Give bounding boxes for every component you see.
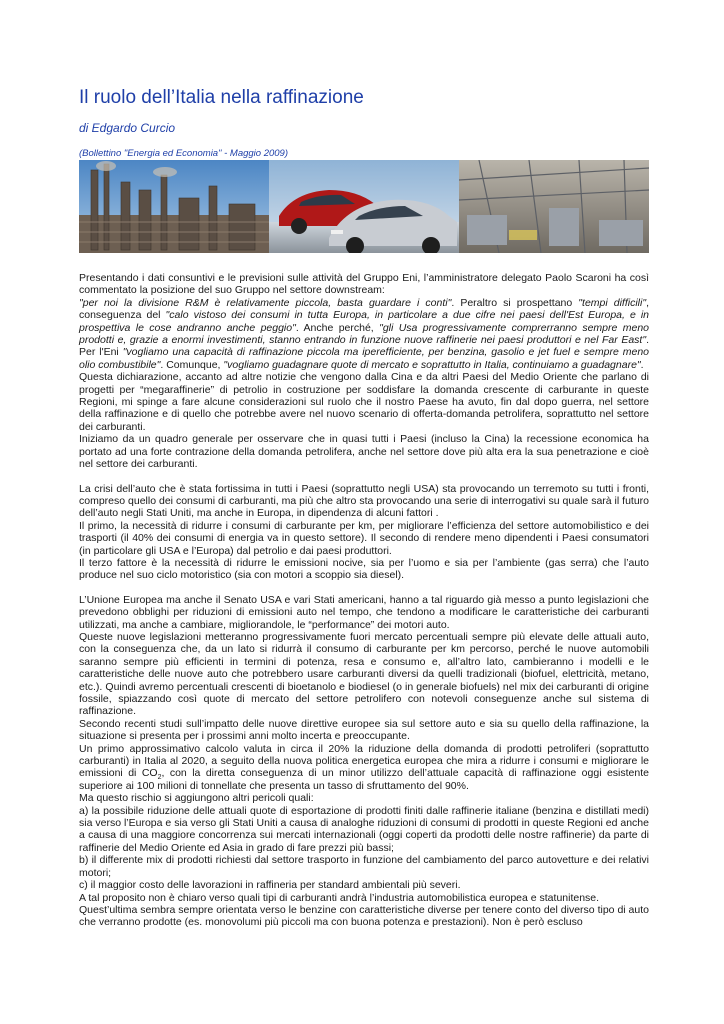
quote-segment: "gli Usa progressivamente comprerranno sempre meno prodotti e, grazie a enormi investimenti, stanno entrando in funzione nuove raffinerie nei paesi produttori e nel Far East": [79, 321, 649, 347]
intro-paragraph: [79, 272, 649, 371]
paragraph: Quest’ultima sembra sempre orientata verso le benzine con caratteristiche diverse per tenere conto del diverso tipo di auto che verranno prodotte (es. monovolumi più piccoli ma con buona potenza e prestazioni). Non è però escluso: [79, 903, 649, 929]
text-segment: . Anche perché,: [295, 321, 380, 334]
quote-segment: "vogliamo guadagnare quote di mercato e soprattutto in Italia, continuiamo a guadagnare": [223, 358, 641, 371]
paragraph: Il terzo fattore è la necessità di ridurre le emissioni nocive, sia per l’uomo e sia per l’ambiente (gas serra) che l’auto produce nel suo ciclo motoristico (sia con motori a scoppio sia diesel).: [79, 556, 649, 582]
article-title: Il ruolo dell’Italia nella raffinazione: [79, 87, 364, 108]
paragraph: Ma questo rischio si aggiungono altri pericoli quali:: [79, 792, 314, 805]
paragraph: Secondo recenti studi sull’impatto delle nuove direttive europee sia sul settore auto e sia su quello della raffinazione, la situazione si presenta per i prossimi anni molto incerta e preoccupante.: [79, 717, 649, 743]
paragraph: Il primo, la necessità di ridurre i consumi di carburante per km, per migliorare l’efficienza del settore automobilistico e dei trasporti (il 40% dei consumi di energia va in questo settore). Il secondo di rendere meno dipendenti i Paesi consumatori (in particolare gli USA e l’Europa) dal petrolio e dai paesi produttori.: [79, 519, 649, 557]
paragraph-co2: [79, 743, 649, 793]
subscript: 2: [157, 774, 162, 782]
article-body: [79, 272, 649, 929]
paragraph: Questa dichiarazione, accanto ad altre notizie che vengono dalla Cina e da altri Paesi del Medio Oriente che parlano di progetti per “megaraffinerie” di petrolio in costruzione per soddisfare la domanda crescente di carburante in queste Regioni, mi spinge a fare alcune considerazioni sul ruolo che il nostro Paese ha avuto, fin dal dopo guerra, nel settore della raffinazione e di quello che potrebbe avere nel nuovo scenario di offerta-domanda petrolifera, soprattutto nel settore dei carburanti.: [79, 371, 649, 433]
article-author: di Edgardo Curcio: [79, 121, 176, 135]
list-item-c: c) il maggior costo delle lavorazioni in raffineria per standard ambientali più severi.: [79, 879, 461, 892]
quote-segment: "calo vistoso dei consumi in tutta Europa, in particolare a due cifre nei paesi dell'Est Europa, e in prospettiva le cose andranno anche peggio": [79, 309, 649, 334]
paragraph: La crisi dell’auto che è stata fortissima in tutti i Paesi (soprattutto negli USA) sta provocando un terremoto su tutti i fronti, compreso quello dei consumi di carburanti, ma più che altro sta provocando una serie di interrogativi su quale sarà il futuro dell’auto negli Stati Uniti, ma anche in Europa, in dipendenza di alcuni fattori .: [79, 482, 649, 520]
list-item-a: a) la possibile riduzione delle attuali quote di esportazione di prodotti finiti dalle raffinerie italiane (benzina e distillati medi) sia verso l’Europa e sia verso gli Stati Uniti a causa di analoghe riduzioni di consumi di prodotti in queste Regioni ed anche a causa di una maggiore concorrenza sui mercati internazionali (oggi coperti da prodotti delle nostre raffinerie) da parte di raffinerie del Medio Oriente ed Asia in grado di fare prezzi più bassi;: [79, 804, 649, 854]
text-segment: . Per l'Eni: [79, 334, 649, 359]
text-segment: .: [640, 358, 644, 371]
quote-segment: "vogliamo una capacità di raffinazione piccola ma iperefficiente, per benzina, gasolio e jet fuel e sempre meno olio combustibile": [79, 346, 649, 371]
text-span: Un primo approssimativo calcolo valuta in circa il 20% la riduzione della domanda di prodotti petroliferi (soprattutto carburanti) in Italia al 2020, a seguito della nuova politica energetica europea che mira a ridurre i consumi e migliorare le emissioni di CO: [79, 742, 649, 780]
paragraph: Queste nuove legislazioni metteranno progressivamente fuori mercato percentuali sempre più elevate delle attuali auto, con la conseguenza che, da un lato si ridurrà il consumo di carburante per km percorso, perché le nuove automobili saranno sempre più efficienti in termini di potenza, resa e consumo e, all’altro lato, cambieranno i modelli e le caratteristiche delle nuove auto che potrebbero usare carburanti diversi da quelli tradizionali (biofuel, elettricità, metano, etc.). Quindi avremo percentuali crescenti di bioetanolo e biodiesel (o in generale biofuels) nel mix dei carburanti di origine fossile, spiazzando così quote di mercato del settore petrolifero con notevoli conseguenze anche sul sistema di raffinazione.: [79, 630, 649, 718]
text-segment: . Peraltro si prospettano: [451, 296, 579, 309]
paragraph: A tal proposito non è chiaro verso quali tipi di carburanti andrà l’industria automobilistica europea e statunitense.: [79, 891, 600, 904]
quote-segment: "tempi difficili": [578, 296, 647, 309]
text-segment: , conseguenza del: [79, 296, 649, 322]
list-item-b: b) il differente mix di prodotti richiesti dal settore trasporto in funzione del cambiamento del parco autovetture e dei relativi motori;: [79, 854, 649, 879]
article-source: (Bollettino "Energia ed Economia" - Maggio 2009): [79, 148, 288, 159]
text-span: , con la diretta conseguenza di un minor utilizzo dell’attuale capacità di raffinazione oggi esistente superiore ai 100 milioni di tonnellate che presenta un tasso di sfruttamento del 90%.: [79, 767, 649, 792]
banner-collage: [79, 160, 649, 253]
text-segment: Presentando i dati consuntivi e le previsioni sulle attività del Gruppo Eni, l’amministratore delegato Paolo Scaroni ha così commentato la posizione del suo Gruppo nel settore downstream:: [79, 272, 649, 297]
paragraph: Iniziamo da un quadro generale per osservare che in quasi tutti i Paesi (incluso la Cina) la recessione economica ha portato ad una forte contrazione della domanda petrolifera, anche nel settore dove più alta era la sua penetrazione e cioè nel settore dei carburanti.: [79, 433, 649, 471]
paragraph: L’Unione Europea ma anche il Senato USA e vari Stati americani, hanno a tal riguardo già messo a punto legislazioni che prevedono obblighi per riduzioni di emissioni auto nel tempo, che tendono a modificare le caratteristiche dei carburanti utilizzati, ma anche a cambiare, migliorandole, le “performance” dei motori auto.: [79, 593, 649, 631]
banner-image: [79, 160, 649, 253]
quote-segment: "per noi la divisione R&M è relativamente piccola, basta guardare i conti": [79, 296, 452, 309]
text-segment: . Comunque,: [160, 358, 224, 371]
